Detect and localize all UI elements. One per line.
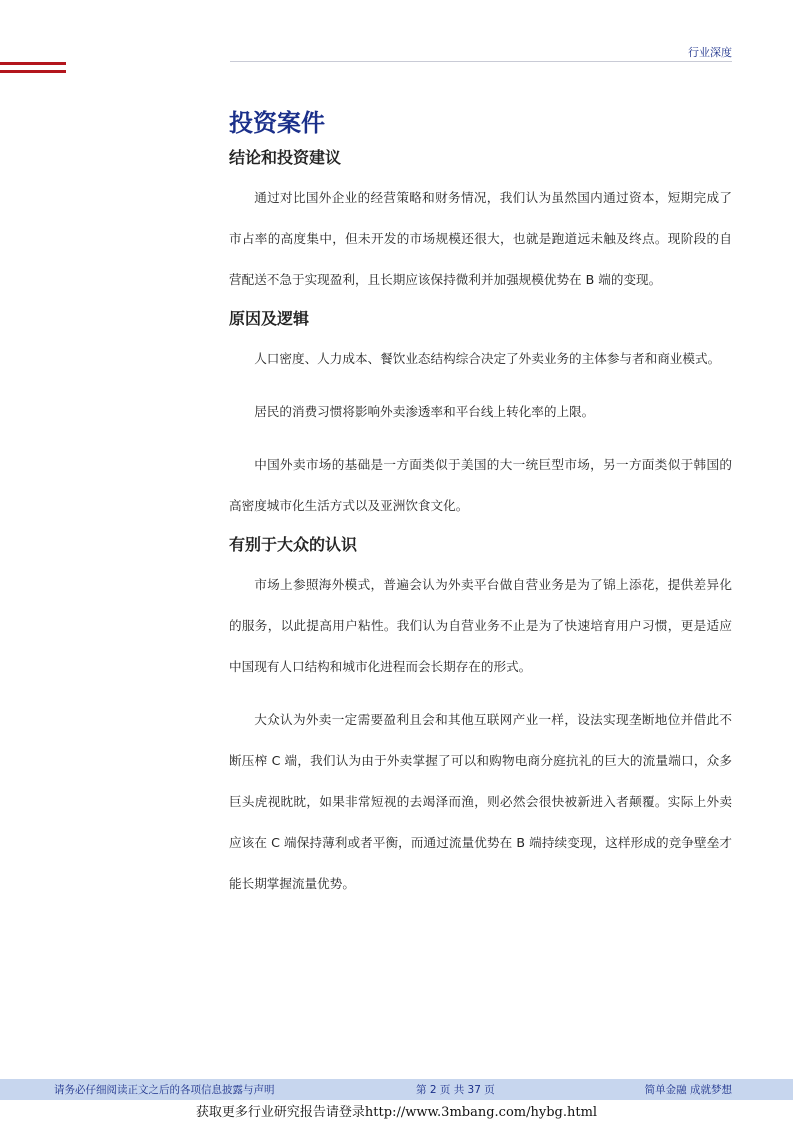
paragraph: 人口密度、人力成本、餐饮业态结构综合决定了外卖业务的主体参与者和商业模式。 — [254, 351, 721, 366]
red-accent-bar-bottom — [0, 70, 66, 73]
footer-page-info: 第 2 页 共 37 页 — [416, 1084, 495, 1096]
section-heading-reasons: 原因及逻辑 — [229, 309, 310, 328]
footer-disclaimer: 请务必仔细阅读正文之后的各项信息披露与声明 — [54, 1084, 275, 1096]
paragraph: 大众认为外卖一定需要盈利且会和其他互联网产业一样，设法实现垄断地位并借此不断压榨 C 端，我们认为由于外卖掌握了可以和购物电商分庭抗礼的巨大的流量端口，众多巨头虎视眈眈，如果非常短视的去竭泽而渔，则必然会很快被新进入者颠覆。实际上外卖应该在 C 端保持薄利或者平衡，而通过流量优势在 B 端持续变现，这样形成的竞争壁垒才能长期掌握流量优势。 — [229, 712, 732, 891]
paragraph: 居民的消费习惯将影响外卖渗透率和平台线上转化率的上限。 — [254, 404, 595, 419]
bottom-link-text[interactable]: 获取更多行业研究报告请登录http://www.3mbang.com/hybg.html — [195, 1105, 598, 1120]
page-title: 投资案件 — [229, 109, 325, 137]
section-heading-conclusion: 结论和投资建议 — [229, 148, 342, 167]
red-accent-bar-top — [0, 62, 66, 65]
paragraph: 中国外卖市场的基础是一方面类似于美国的大一统巨型市场，另一方面类似于韩国的高密度城市化生活方式以及亚洲饮食文化。 — [229, 457, 732, 513]
header-divider — [230, 61, 732, 62]
footer-bar — [0, 1079, 793, 1100]
footer-slogan: 简单金融 成就梦想 — [644, 1084, 732, 1096]
header-tag: 行业深度 — [688, 46, 732, 59]
paragraph: 市场上参照海外模式，普遍会认为外卖平台做自营业务是为了锦上添花，提供差异化的服务，以此提高用户粘性。我们认为自营业务不止是为了快速培育用户习惯，更是适应中国现有人口结构和城市化进程而会长期存在的形式。 — [229, 577, 732, 674]
paragraph: 通过对比国外企业的经营策略和财务情况，我们认为虽然国内通过资本，短期完成了市占率的高度集中，但未开发的市场规模还很大，也就是跑道远未触及终点。现阶段的自营配送不急于实现盈利，且长期应该保持微利并加强规模优势在 B 端的变现。 — [229, 190, 732, 287]
section-heading-differentiated-view: 有别于大众的认识 — [229, 535, 358, 554]
main-content — [229, 108, 732, 904]
